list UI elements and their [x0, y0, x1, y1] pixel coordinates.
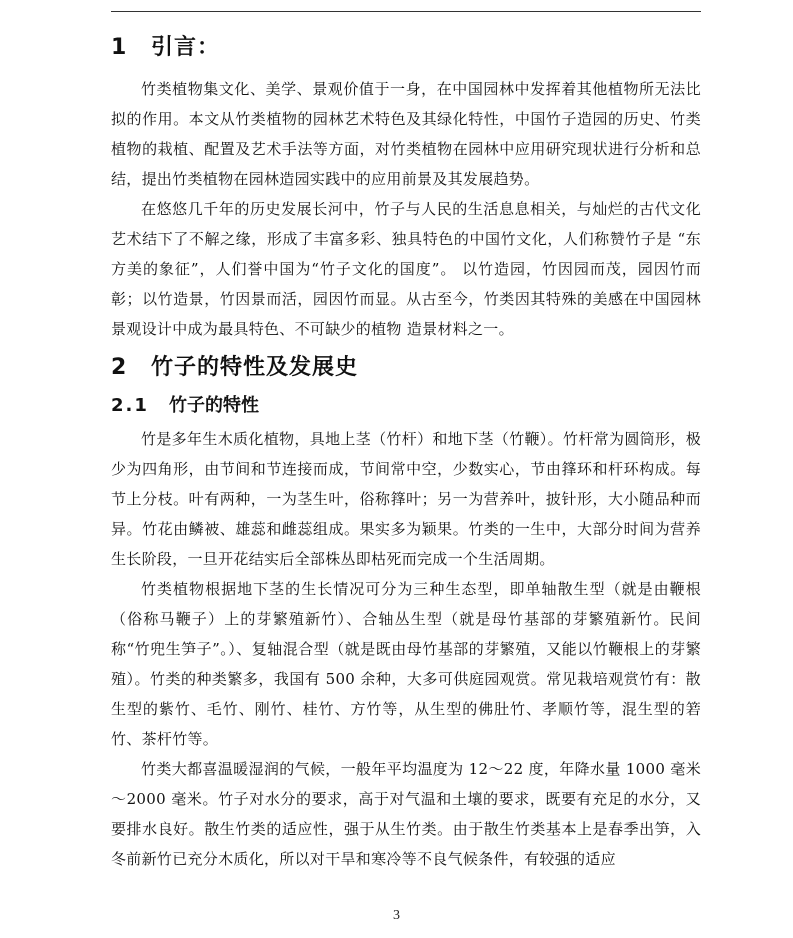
section-title: 竹子的特性及发展史	[151, 355, 359, 380]
page-number: 3	[393, 908, 400, 923]
subsection-title: 竹子的特性	[169, 395, 259, 416]
section-heading-characteristics-history	[111, 348, 701, 388]
section-heading-introduction	[111, 28, 701, 68]
subsection-number: 2.1	[111, 395, 149, 416]
section-number: 1	[111, 35, 128, 60]
page-body	[111, 28, 701, 874]
paragraph: 在悠悠几千年的历史发展长河中，竹子与人民的生活息息相关，与灿烂的古代文化艺术结下了不解之缘，形成了丰富多彩、独具特色的中国竹文化，人们称赞竹子是 “东方美的象征”，人们誉中国为“竹子文化的国度”。 以竹造园，竹因园而茂，园因竹而彰；以竹造景，竹因景而活，园因竹而显。从古至今，竹类因其特殊的美感在中国园林景观设计中成为最具特色、不可缺少的植物 造景材料之一。	[111, 200, 701, 338]
section-number: 2	[111, 355, 128, 380]
header-rule	[111, 11, 701, 12]
subsection-heading-characteristics	[111, 388, 701, 424]
paragraph: 竹类植物根据地下茎的生长情况可分为三种生态型，即单轴散生型（就是由鞭根（俗称马鞭子）上的芽繁殖新竹）、合轴丛生型（就是母竹基部的芽繁殖新竹。民间称“竹兜生笋子”。）、复轴混合型（就是既由母竹基部的芽繁殖，又能以竹鞭根上的芽繁殖）。竹类的种类繁多，我国有 500 余种，大多可供庭园观赏。常见栽培观赏竹有：散生型的紫竹、毛竹、刚竹、桂竹、方竹等，从生型的佛肚竹、孝顺竹等，混生型的箬竹、茶杆竹等。	[111, 580, 701, 748]
paragraph: 竹是多年生木质化植物，具地上茎（竹杆）和地下茎（竹鞭）。竹杆常为圆筒形，极少为四角形，由节间和节连接而成，节间常中空，少数实心，节由箨环和杆环构成。每节上分枝。叶有两种，一为茎生叶，俗称箨叶；另一为营养叶，披针形，大小随品种而异。竹花由鳞被、雄蕊和雌蕊组成。果实多为颖果。竹类的一生中，大部分时间为营养生长阶段，一旦开花结实后全部株丛即枯死而完成一个生活周期。	[111, 430, 701, 568]
section-title: 引言：	[151, 35, 221, 60]
paragraph: 竹类植物集文化、美学、景观价值于一身，在中国园林中发挥着其他植物所无法比拟的作用。本文从竹类植物的园林艺术特色及其绿化特性，中国竹子造园的历史、竹类植物的栽植、配置及艺术手法等方面，对竹类植物在园林中应用研究现状进行分析和总结，提出竹类植物在园林造园实践中的应用前景及其发展趋势。	[111, 80, 701, 188]
paragraph: 竹类大都喜温暖湿润的气候，一般年平均温度为 12～22 度，年降水量 1000 毫米～2000 毫米。竹子对水分的要求，高于对气温和土壤的要求，既要有充足的水分，又要排水良好。散生竹类的适应性，强于从生竹类。由于散生竹类基本上是春季出笋，入冬前新竹已充分木质化，所以对干旱和寒冷等不良气候条件，有较强的适应	[111, 760, 701, 868]
